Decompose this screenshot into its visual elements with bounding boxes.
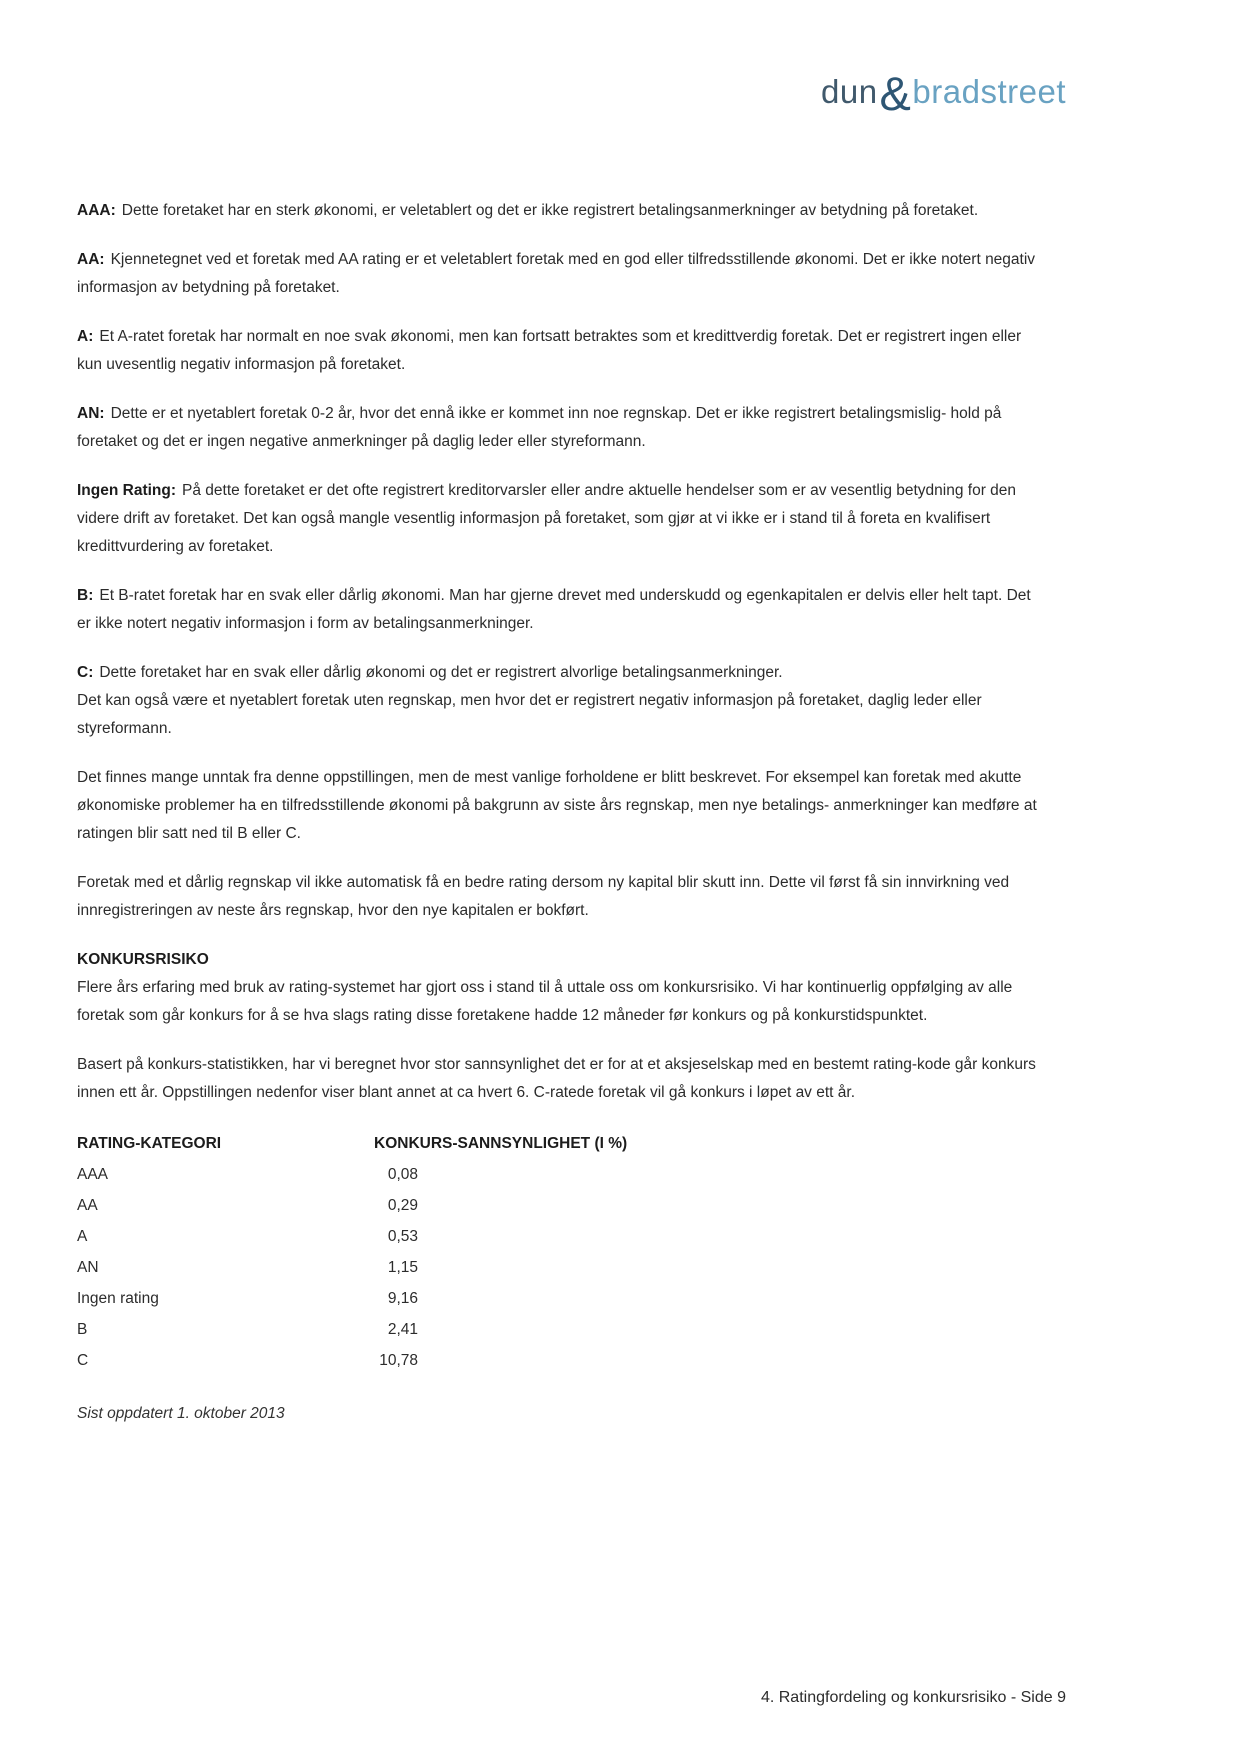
table-cell-value: 10,78 xyxy=(379,1352,418,1369)
table-cell-category: B xyxy=(77,1321,88,1338)
rating-label-b: B: xyxy=(77,587,94,604)
table-row xyxy=(77,1159,1042,1190)
note-last-updated: Sist oppdatert 1. oktober 2013 xyxy=(77,1405,285,1422)
paragraph-text: Dette foretaket har en svak eller dårlig økonomi og det er registrert alvorlige betalingsanmerkninger. xyxy=(99,664,783,681)
paragraph-text: Det kan også være et nyetablert foretak uten regnskap, men hvor det er registrert negativ informasjon på foretaket, daglig leder eller styreformann. xyxy=(77,692,982,737)
section-konkursrisiko xyxy=(77,946,1042,1030)
table-cell-category: A xyxy=(77,1228,88,1245)
section-body-2: Basert på konkurs-statistikken, har vi beregnet hvor stor sannsynlighet det er for at et aksjeselskap med en bestemt rating-kode går konkurs innen ett år. Oppstillingen nedenfor viser blant annet at ca hvert 6. C-ratede foretak vil gå konkurs i løpet av ett år. xyxy=(77,1056,1036,1101)
paragraph-c xyxy=(77,659,1042,743)
table-cell-value: 2,41 xyxy=(387,1321,418,1338)
paragraph-text: Foretak med et dårlig regnskap vil ikke automatisk få en bedre rating dersom ny kapital blir skutt inn. Dette vil først få sin innvirkning ved innregistreringen av neste års regnskap, hvor den nye kapitalen er bokført. xyxy=(77,874,1010,919)
table-header-rating-kategori: RATING-KATEGORI xyxy=(77,1135,222,1152)
logo-text-bradstreet: bradstreet xyxy=(912,72,1066,110)
table-row xyxy=(77,1190,1042,1221)
rating-label-ingen-rating: Ingen Rating: xyxy=(77,482,177,499)
table-cell-value: 0,08 xyxy=(387,1166,418,1183)
table-cell-value: 0,53 xyxy=(387,1228,418,1245)
table-row xyxy=(77,1283,1042,1314)
paragraph-an xyxy=(77,400,1042,456)
section-body-1: Flere års erfaring med bruk av rating-systemet har gjort oss i stand til å uttale oss om konkursrisiko. Vi har kontinuerlig oppfølging av alle foretak som går konkurs for å se hva slags rating disse foretakene hadde 12 måneder før konkurs og på konkurstidspunktet. xyxy=(77,979,1013,1024)
section-heading: KONKURSRISIKO xyxy=(77,951,209,968)
paragraph-text: Et B-ratet foretak har en svak eller dårlig økonomi. Man har gjerne drevet med underskudd og egenkapitalen er delvis eller helt tapt. Det er ikke notert negativ informasjon i form av betalingsanmerkninger. xyxy=(77,587,1031,632)
rating-label-an: AN: xyxy=(77,405,105,422)
paragraph-unntak xyxy=(77,764,1042,848)
table-cell-category: Ingen rating xyxy=(77,1290,159,1307)
rating-label-c: C: xyxy=(77,664,94,681)
paragraph-regnskap xyxy=(77,869,1042,925)
table-header-konkurs-sannsynlighet: KONKURS-SANNSYNLIGHET (I %) xyxy=(374,1135,628,1152)
table-row xyxy=(77,1314,1042,1345)
dun-and-bradstreet-logo xyxy=(820,67,1066,120)
paragraph-a xyxy=(77,323,1042,379)
logo-ampersand-icon: & xyxy=(879,67,912,120)
footer-page-label: 4. Ratingfordeling og konkursrisiko - Side 9 xyxy=(760,1689,1066,1706)
paragraph-aaa xyxy=(77,197,1042,225)
paragraph-text: Kjennetegnet ved et foretak med AA rating er et veletablert foretak med en god eller tilfredsstillende økonomi. Det er ikke notert negativ informasjon av betydning på foretaket. xyxy=(77,251,1036,296)
table-cell-category: AA xyxy=(77,1197,98,1214)
table-row xyxy=(77,1252,1042,1283)
paragraph-text: Det finnes mange unntak fra denne oppstillingen, men de mest vanlige forholdene er blitt beskrevet. For eksempel kan foretak med akutte økonomiske problemer ha en tilfredsstillende økonomi på bakgrunn av siste års regnskap, men nye betalings- anmerkninger kan medføre at ratingen blir satt ned til B eller C. xyxy=(77,769,1037,842)
paragraph-aa xyxy=(77,246,1042,302)
table-cell-value: 0,29 xyxy=(387,1197,418,1214)
paragraph-text: Dette er et nyetablert foretak 0-2 år, hvor det ennå ikke er kommet inn noe regnskap. Det er ikke registrert betalingsmislig- hold på foretaket og det er ingen negative anmerkninger på daglig leder eller styreformann. xyxy=(77,405,1002,450)
document-body xyxy=(77,197,1042,1428)
table-row xyxy=(77,1221,1042,1252)
paragraph-b xyxy=(77,582,1042,638)
table-cell-category: AAA xyxy=(77,1166,109,1183)
table-cell-value: 9,16 xyxy=(387,1290,418,1307)
paragraph-text: Et A-ratet foretak har normalt en noe svak økonomi, men kan fortsatt betraktes som et kredittverdig foretak. Det er registrert ingen eller kun uvesentlig negativ informasjon på foretaket. xyxy=(77,328,1022,373)
rating-label-aaa: AAA: xyxy=(77,202,116,219)
paragraph-ingen-rating xyxy=(77,477,1042,561)
paragraph-text: Dette foretaket har en sterk økonomi, er veletablert og det er ikke registrert betalingsanmerkninger av betydning på foretaket. xyxy=(121,202,979,219)
paragraph-text: På dette foretaket er det ofte registrert kreditorvarsler eller andre aktuelle hendelser som er av vesentlig betydning for den videre drift av foretaket. Det kan også mangle vesentlig informasjon på foretaket, som gjør at vi ikke er i stand til å foreta en kvalifisert kredittvurdering av foretaket. xyxy=(77,482,1017,555)
rating-label-a: A: xyxy=(77,328,94,345)
paragraph-basert xyxy=(77,1051,1042,1107)
rating-label-aa: AA: xyxy=(77,251,105,268)
logo-text-dun: dun xyxy=(820,72,878,110)
table-cell-category: AN xyxy=(77,1259,99,1276)
table-cell-value: 1,15 xyxy=(387,1259,418,1276)
table-cell-category: C xyxy=(77,1352,89,1369)
table-header-row xyxy=(77,1128,1042,1159)
probability-table xyxy=(77,1128,1042,1376)
table-row xyxy=(77,1345,1042,1376)
